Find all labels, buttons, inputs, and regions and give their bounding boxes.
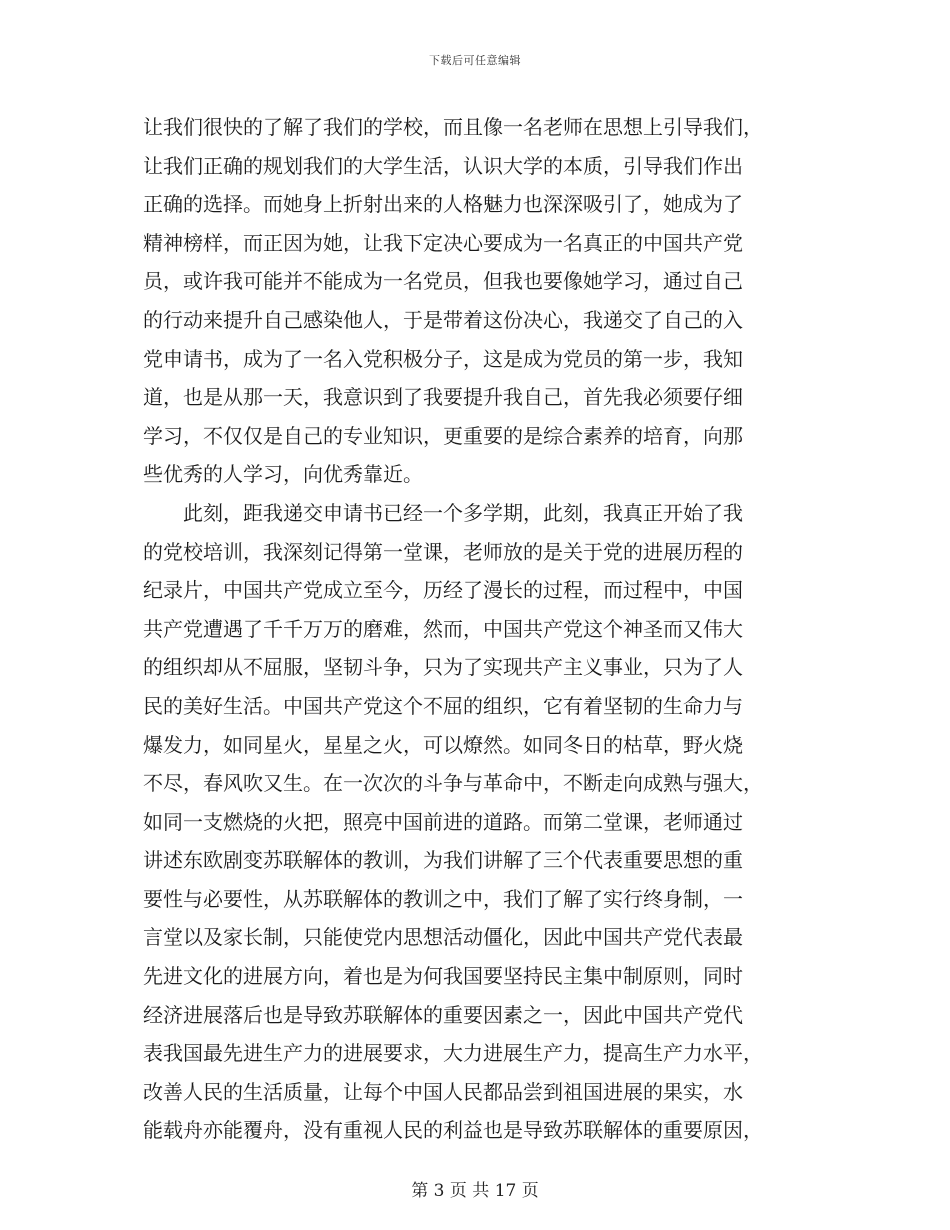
text-line: 的行动来提升自己感染他人，于是带着这份决心，我递交了自己的入 xyxy=(143,307,743,332)
text-line: 民的美好生活。中国共产党这个不屈的组织，它有着坚韧的生命力与 xyxy=(143,693,743,718)
text-line: 纪录片，中国共产党成立至今，历经了漫长的过程，而过程中，中国 xyxy=(143,578,743,603)
page-footer: 第 3 页 共 17 页 xyxy=(411,1181,539,1201)
text-line: 改善人民的生活质量，让每个中国人民都品尝到祖国进展的果实，水 xyxy=(143,1079,743,1104)
text-line: 精神榜样，而正因为她，让我下定决心要成为一名真正的中国共产党 xyxy=(143,230,743,255)
text-line: 经济进展落后也是导致苏联解体的重要因素之一，因此中国共产党代 xyxy=(143,1002,743,1027)
text-line: 不尽，春风吹又生。在一次次的斗争与革命中，不断走向成熟与强大， xyxy=(143,771,763,796)
page-header: 下载后可任意编辑 xyxy=(429,54,521,67)
text-line: 要性与必要性，从苏联解体的教训之中，我们了解了实行终身制，一 xyxy=(143,886,743,911)
text-line: 让我们正确的规划我们的大学生活，认识大学的本质，引导我们作出 xyxy=(143,153,743,178)
text-line: 员，或许我可能并不能成为一名党员，但我也要像她学习，通过自己 xyxy=(143,269,743,294)
text-line: 让我们很快的了解了我们的学校，而且像一名老师在思想上引导我们， xyxy=(143,115,763,139)
text-line: 的党校培训，我深刻记得第一堂课，老师放的是关于党的进展历程的 xyxy=(143,539,743,564)
text-line: 此刻，距我递交申请书已经一个多学期，此刻，我真正开始了我 xyxy=(183,500,743,525)
text-line: 先进文化的进展方向，着也是为何我国要坚持民主集中制原则，同时 xyxy=(143,964,743,989)
text-line: 学习，不仅仅是自己的专业知识，更重要的是综合素养的培育，向那 xyxy=(143,423,743,448)
text-line: 些优秀的人学习，向优秀靠近。 xyxy=(143,462,423,487)
text-line: 讲述东欧剧变苏联解体的教训，为我们讲解了三个代表重要思想的重 xyxy=(143,848,743,873)
text-line: 如同一支燃烧的火把，照亮中国前进的道路。而第二堂课，老师通过 xyxy=(143,809,743,834)
text-line: 爆发力，如同星火，星星之火，可以燎然。如同冬日的枯草，野火烧 xyxy=(143,732,743,757)
text-line: 的组织却从不屈服，坚韧斗争，只为了实现共产主义事业，只为了人 xyxy=(143,655,743,680)
text-line: 能载舟亦能覆舟，没有重视人民的利益也是导致苏联解体的重要原因， xyxy=(143,1118,763,1143)
text-line: 正确的选择。而她身上折射出来的人格魅力也深深吸引了，她成为了 xyxy=(143,192,743,217)
text-line: 道，也是从那一天，我意识到了我要提升我自己，首先我必须要仔细 xyxy=(143,385,743,410)
document-body xyxy=(143,108,808,1150)
text-line: 言堂以及家长制，只能使党内思想活动僵化，因此中国共产党代表最 xyxy=(143,925,743,950)
text-line: 党申请书，成为了一名入党积极分子，这是成为党员的第一步，我知 xyxy=(143,346,743,371)
text-line: 共产党遭遇了千千万万的磨难，然而，中国共产党这个神圣而又伟大 xyxy=(143,616,743,641)
text-line: 表我国最先进生产力的进展要求，大力进展生产力，提高生产力水平， xyxy=(143,1041,763,1066)
